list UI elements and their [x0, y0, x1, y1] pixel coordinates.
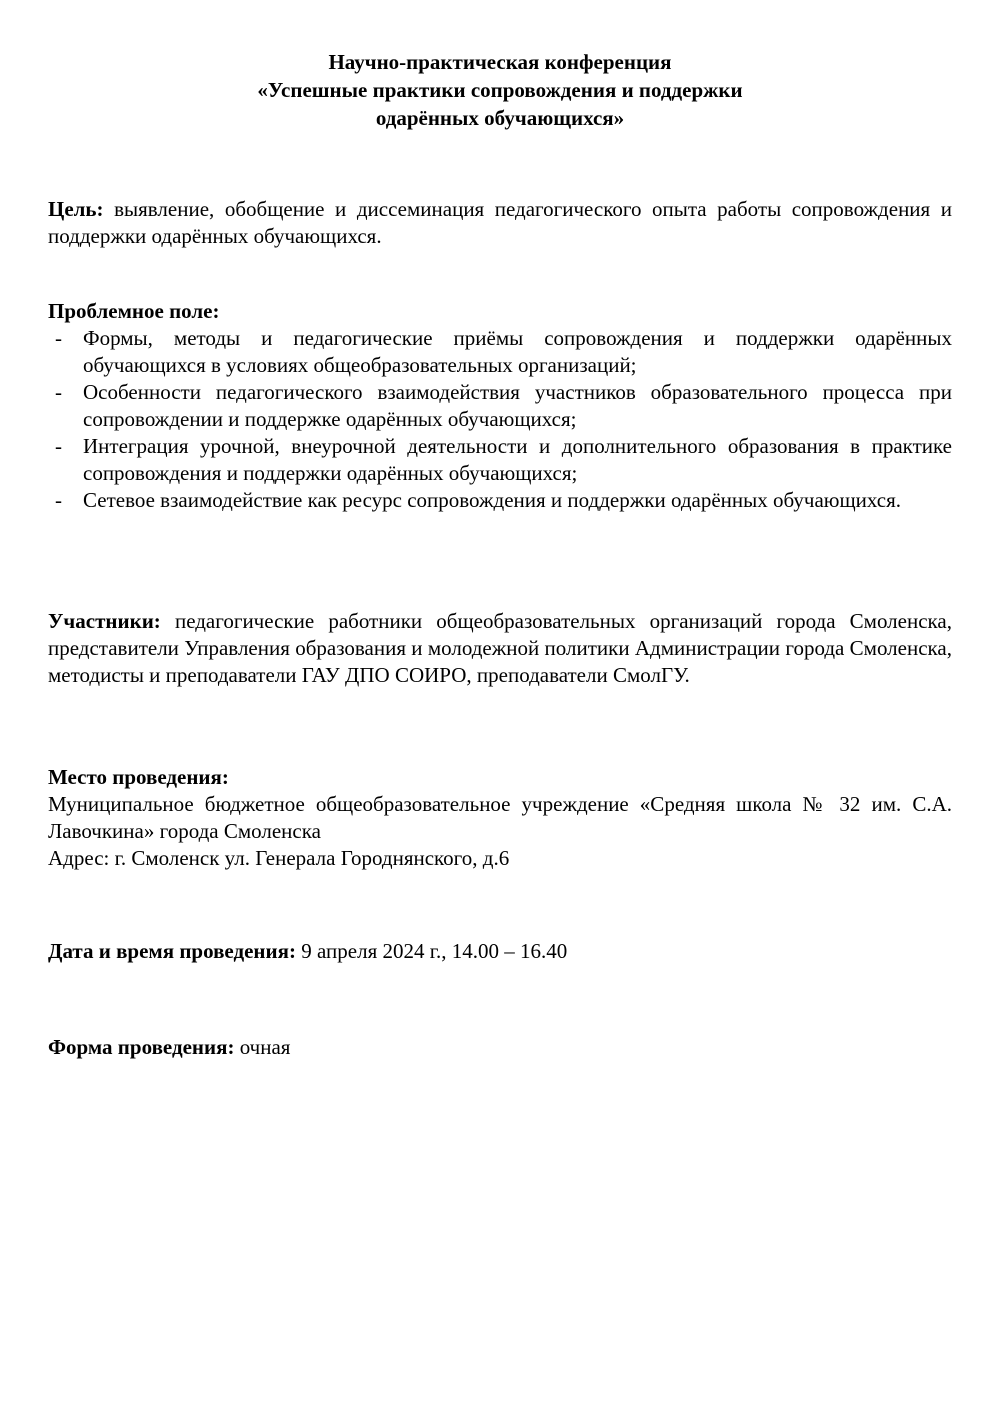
bullet-dash: - — [55, 434, 62, 458]
participants-label: Участники: — [48, 609, 161, 633]
goal-section — [48, 196, 952, 250]
format-section — [48, 1034, 952, 1061]
participants-text: педагогические работники общеобразовательных организаций города Смоленска, представители Управления образования и молодежной политики Администрации города Смоленска, методисты и преподаватели ГАУ ДПО СОИРО, преподаватели СмолГУ. — [48, 609, 953, 687]
list-item-text: Особенности педагогического взаимодействия участников образовательного процесса при сопровождении и поддержке одарённых обучающихся; — [83, 380, 952, 431]
document-title — [48, 48, 952, 132]
goal-text: выявление, обобщение и диссеминация педагогического опыта работы сопровождения и поддержки одарённых обучающихся. — [48, 197, 952, 248]
format-value: очная — [239, 1035, 291, 1059]
participants-section — [48, 608, 952, 689]
datetime-label: Дата и время проведения: — [48, 939, 296, 963]
list-item-text: Интеграция урочной, внеурочной деятельности и дополнительного образования в практике сопровождения и поддержки одарённых обучающихся; — [83, 434, 952, 485]
list-item — [48, 433, 952, 487]
list-item-text: Формы, методы и педагогические приёмы сопровождения и поддержки одарённых обучающихся в условиях общеобразовательных организаций; — [83, 326, 952, 377]
bullet-dash: - — [55, 488, 62, 512]
list-item — [48, 487, 952, 514]
venue-section — [48, 764, 952, 872]
problem-field-section — [48, 298, 952, 514]
venue-label: Место проведения: — [48, 765, 229, 789]
problem-field-list — [48, 325, 952, 514]
list-item-text: Сетевое взаимодействие как ресурс сопровождения и поддержки одарённых обучающихся. — [83, 488, 901, 512]
list-item — [48, 325, 952, 379]
goal-label: Цель: — [48, 197, 104, 221]
format-label: Форма проведения: — [48, 1035, 235, 1059]
problem-field-label: Проблемное поле: — [48, 299, 220, 323]
list-item — [48, 379, 952, 433]
datetime-section — [48, 938, 952, 965]
title-line-2: «Успешные практики сопровождения и поддержки — [257, 78, 743, 102]
bullet-dash: - — [55, 326, 62, 350]
bullet-dash: - — [55, 380, 62, 404]
title-line-1: Научно-практическая конференция — [328, 50, 672, 74]
venue-institution: Муниципальное бюджетное общеобразовательное учреждение «Средняя школа № 32 им. С.А. Лавочкина» города Смоленска — [48, 792, 952, 843]
venue-address: Адрес: г. Смоленск ул. Генерала Городнянского, д.6 — [48, 846, 510, 870]
datetime-value: 9 апреля 2024 г., 14.00 – 16.40 — [301, 939, 568, 963]
title-line-3: одарённых обучающихся» — [375, 106, 625, 130]
